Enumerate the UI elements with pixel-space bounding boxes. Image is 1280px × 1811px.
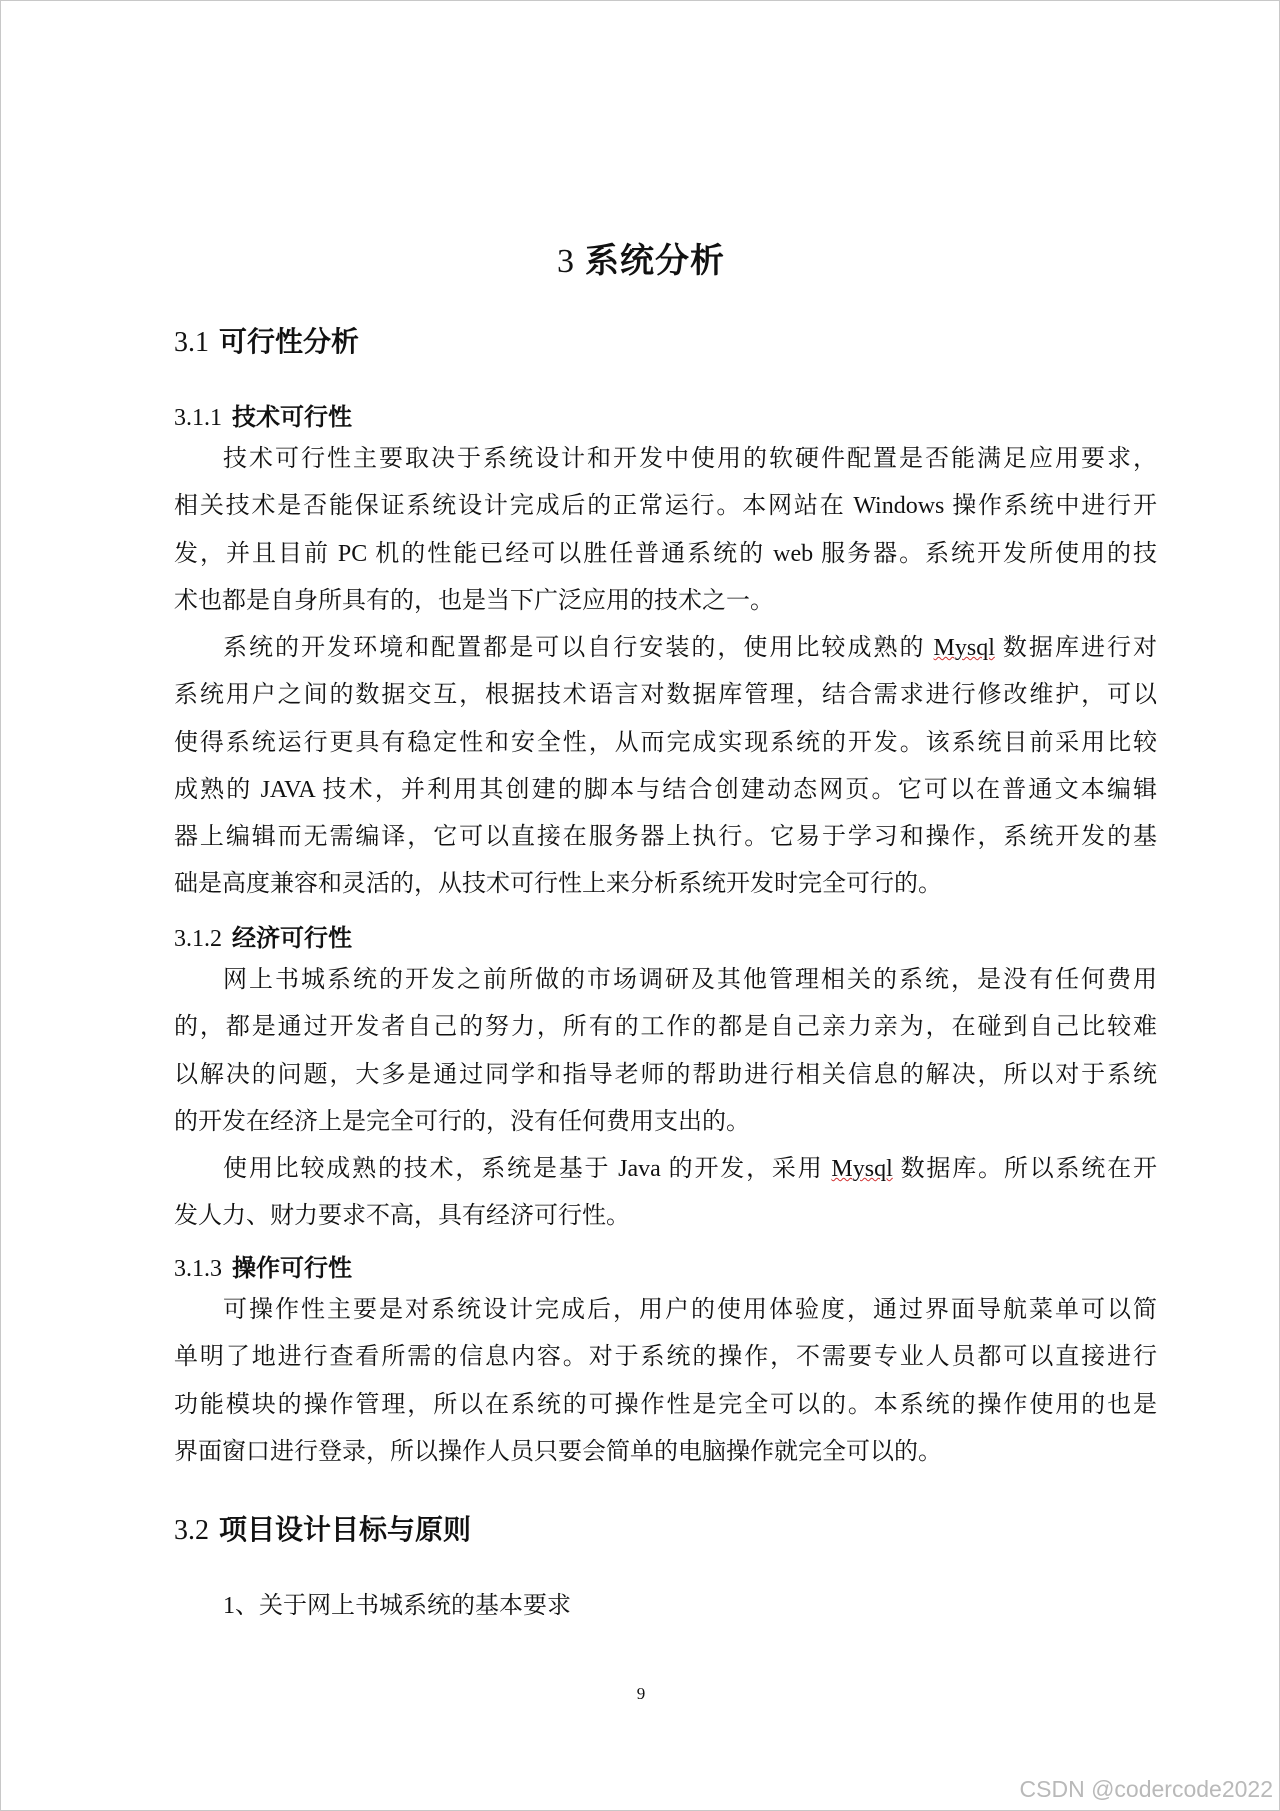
text-line: 的开发在经济上是完全可行的，没有任何费用支出的。 xyxy=(174,1108,750,1135)
paragraph xyxy=(174,1146,1157,1241)
text-line: 器上编辑而无需编译，它可以直接在服务器上执行。它易于学习和操作，系统开发的基 xyxy=(174,824,1157,851)
subsection-title: 技术可行性 xyxy=(232,403,352,431)
chapter-number: 3 xyxy=(557,243,575,280)
text-line: 网上书城系统的开发之前所做的市场调研及其他管理相关的系统，是没有任何费用 xyxy=(223,967,1157,993)
text-line: 发人力、财力要求不高，具有经济可行性。 xyxy=(174,1203,630,1230)
subsection-number: 3.1.3 xyxy=(174,1256,222,1282)
subsection-heading xyxy=(174,1248,1157,1283)
subsection-title: 操作可行性 xyxy=(232,1254,352,1282)
subsection-title: 经济可行性 xyxy=(232,924,352,952)
text-line: 使得系统运行更具有稳定性和安全性，从而完成实现系统的开发。该系统目前采用比较 xyxy=(174,729,1157,756)
section-heading xyxy=(174,320,1157,360)
paragraph xyxy=(174,625,1157,909)
subsection-heading xyxy=(174,918,1157,953)
text-line: 术也都是自身所具有的，也是当下广泛应用的技术之一。 xyxy=(174,587,774,614)
text-line: 成熟的 JAVA 技术，并利用其创建的脚本与结合创建动态网页。它可以在普通文本编辑 xyxy=(174,776,1157,803)
text-line: 发，并且目前 PC 机的性能已经可以胜任普通系统的 web 服务器。系统开发所使用的技 xyxy=(174,540,1157,567)
page-number: 9 xyxy=(636,1684,646,1703)
section-title: 项目设计目标与原则 xyxy=(219,1513,472,1546)
subsection-heading xyxy=(174,397,1157,432)
paragraph xyxy=(174,957,1157,1146)
text-line: 可操作性主要是对系统设计完成后，用户的使用体验度，通过界面导航菜单可以简 xyxy=(223,1297,1157,1323)
subsection-number: 3.1.1 xyxy=(174,405,222,431)
text-line: 系统用户之间的数据交互，根据技术语言对数据库管理，结合需求进行修改维护，可以 xyxy=(174,682,1157,709)
subsection-number: 3.1.2 xyxy=(174,926,222,952)
section-heading xyxy=(174,1508,1157,1548)
text-line: 界面窗口进行登录，所以操作人员只要会简单的电脑操作就完全可以的。 xyxy=(174,1438,942,1465)
text-line: 以解决的问题，大多是通过同学和指导老师的帮助进行相关信息的解决，所以对于系统 xyxy=(174,1061,1157,1088)
text-line: 技术可行性主要取决于系统设计和开发中使用的软硬件配置是否能满足应用要求， xyxy=(223,446,1157,472)
section-number: 3.1 xyxy=(174,327,209,358)
text-line: 系统的开发环境和配置都是可以自行安装的，使用比较成熟的 Mysql 数据库进行对 xyxy=(223,635,1158,661)
watermark: CSDN @codercode2022 xyxy=(1019,1776,1273,1802)
text-line: 的，都是通过开发者自己的努力，所有的工作的都是自己亲力亲为，在碰到自己比较难 xyxy=(174,1014,1157,1041)
text-line: 相关技术是否能保证系统设计完成后的正常运行。本网站在 Windows 操作系统中进行开 xyxy=(174,493,1157,520)
text-line: 础是高度兼容和灵活的，从技术可行性上来分析系统开发时完全可行的。 xyxy=(174,871,942,898)
section-title: 可行性分析 xyxy=(219,325,360,358)
chapter-title-text: 系统分析 xyxy=(585,241,725,281)
spellcheck-word: Mysql xyxy=(831,1156,893,1182)
text-line: 功能模块的操作管理，所以在系统的可操作性是完全可以的。本系统的操作使用的也是 xyxy=(174,1391,1157,1418)
section-number: 3.2 xyxy=(174,1515,209,1546)
paragraph xyxy=(174,436,1157,625)
spellcheck-word: Mysql xyxy=(933,635,995,661)
chapter-title xyxy=(1,233,1280,282)
text-line: 使用比较成熟的技术，系统是基于 Java 的开发，采用 Mysql 数据库。所以系统在开 xyxy=(223,1156,1157,1182)
paragraph xyxy=(174,1287,1157,1476)
text-line: 单明了地进行查看所需的信息内容。对于系统的操作，不需要专业人员都可以直接进行 xyxy=(174,1344,1157,1371)
list-item: 1、关于网上书城系统的基本要求 xyxy=(223,1593,571,1619)
